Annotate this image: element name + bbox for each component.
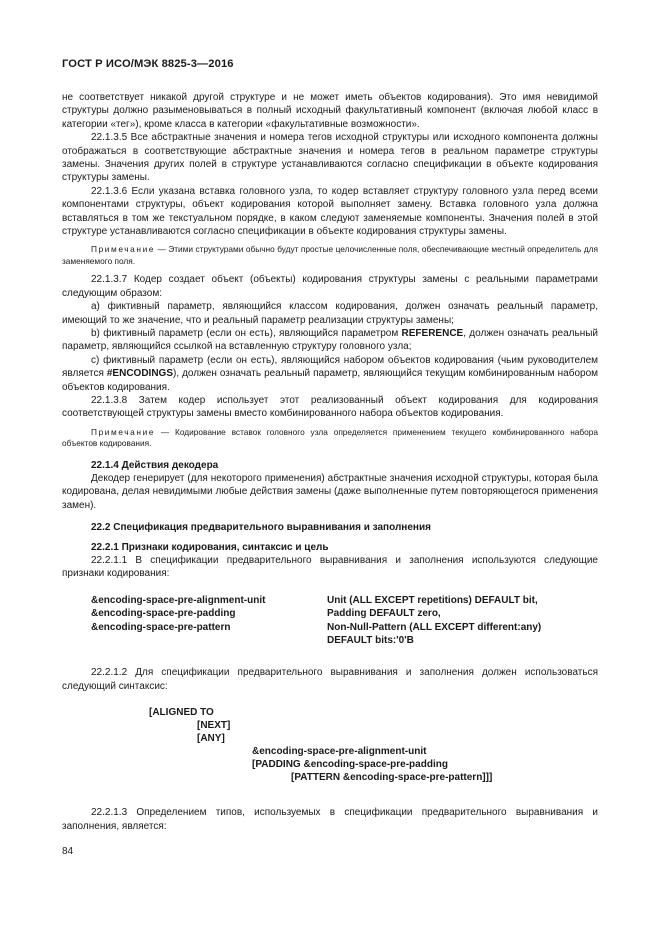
note-1 xyxy=(62,244,598,267)
list-item-text: b) фиктивный параметр (если он есть), являющийся параметром xyxy=(91,327,402,339)
paragraph-22-2-1-3: 22.2.1.3 Определением типов, используемых в спецификации предварительного выравнивания и заполнения, является: xyxy=(62,807,598,832)
syntax-line: [ALIGNED TO xyxy=(149,707,214,719)
section-heading-22-2: 22.2 Спецификация предварительного выравнивания и заполнения xyxy=(91,522,431,534)
list-item-a: a) фиктивный параметр, являющийся классом кодирования, должен означать реальный параметр, имеющий то же значение, что и реальный параметр реализации структуры замены; xyxy=(62,301,598,326)
page-content xyxy=(62,91,598,833)
page-header-title: ГОСТ Р ИСО/МЭК 8825-3—2016 xyxy=(62,58,234,70)
paragraph-decoder: Декодер генерирует (для некоторого применения) абстрактные значения исходной структуры, которая была кодирована, делая невидимыми любые действия замены (даже выполненные путем повторяющегося применения замен). xyxy=(62,472,598,511)
encoding-properties-table xyxy=(62,594,598,648)
keyword-encodings: #ENCODINGS xyxy=(106,368,173,380)
note-2 xyxy=(62,427,598,450)
list-item-b xyxy=(62,327,598,354)
syntax-line: [PADDING &encoding-space-pre-padding xyxy=(252,759,448,771)
list-item-c xyxy=(62,354,598,394)
paragraph: не соответствует никакой другой структуре и не может иметь объектов кодирования). Это имя невидимой структуры должно разыменовываться в полный исходный факультативный компонент (включая любой класс в категории «тег»), кроме класса в категории «факультативные возможности». xyxy=(62,92,598,130)
keyword-reference: REFERENCE xyxy=(401,327,464,339)
paragraph-22-2-1-2: 22.2.1.2 Для спецификации предварительного выравнивания и заполнения должен использоваться следующий синтаксис: xyxy=(62,667,598,692)
note-label: Примечание xyxy=(91,244,156,255)
note-text: — Этими структурами обычно будут простые целочисленные поля, обеспечивающие местный определитель для заменяемого поля. xyxy=(62,244,598,266)
encoding-type: Unit (ALL EXCEPT repetitions) DEFAULT bit, xyxy=(327,594,538,606)
section-heading-22-2-1: 22.2.1 Признаки кодирования, синтаксис и цель xyxy=(91,541,329,553)
encoding-type: DEFAULT bits:'0'B xyxy=(327,635,414,647)
syntax-line: [PATTERN &encoding-space-pre-pattern]]] xyxy=(291,772,493,784)
encoding-name: &encoding-space-pre-padding xyxy=(91,608,236,620)
encoding-name xyxy=(91,634,327,647)
note-label: Примечание xyxy=(91,426,156,437)
paragraph-22-1-3-8: 22.1.3.8 Затем кодер использует этот реализованный объект кодирования для кодирования соответствующей структуры замены вместо комбинированного набора объектов кодирования. xyxy=(62,394,598,420)
paragraph-22-1-3-6: 22.1.3.6 Если указана вставка головного узла, то кодер вставляет структуру головного узла перед всеми компонентами структуры, объект кодирования которой выполняет замену. Вставка головного узла должна вставляться в том же текстуальном порядке, в каком следуют заменяемые компоненты. Значения полей в этой структуре устанавливаются согласно спецификации в объекте кодирования структуры замены. xyxy=(62,185,598,238)
syntax-line: &encoding-space-pre-alignment-unit xyxy=(252,746,427,758)
syntax-block xyxy=(62,706,598,806)
page-number: 84 xyxy=(62,846,74,857)
list-item-text: c) фиктивный параметр (если он есть), являющийся набором объектов кодирования (чьим руководителем является xyxy=(62,354,598,380)
syntax-line: [NEXT] xyxy=(197,720,231,732)
encoding-name: &encoding-space-pre-pattern xyxy=(91,621,231,633)
paragraph-22-2-1-1: 22.2.1.1 В спецификации предварительного выравнивания и заполнения используются следующие признаки кодирования: xyxy=(62,555,598,580)
encoding-type: Non-Null-Pattern (ALL EXCEPT different:any) xyxy=(327,621,542,633)
syntax-line: [ANY] xyxy=(197,733,225,745)
note-text: — Кодирование вставок головного узла определяется применением текущего комбинированного набора объектов кодирования. xyxy=(62,426,598,449)
encoding-type: Padding DEFAULT zero, xyxy=(327,608,441,620)
list-item-text: ), должен означать реальный параметр, являющийся текущим комбинированным набором объектов кодирования. xyxy=(62,368,599,393)
list-item-text: , должен означать реальный параметр, являющийся ссылкой на вставленную структуру головного узла; xyxy=(62,327,598,353)
paragraph-22-1-3-7: 22.1.3.7 Кодер создает объект (объекты) кодирования структуры замены с реальными параметрами следующим образом: xyxy=(62,274,598,299)
encoding-name: &encoding-space-pre-alignment-unit xyxy=(91,594,266,606)
paragraph-22-1-3-5: 22.1.3.5 Все абстрактные значения и номера тегов исходной структуры или исходного компонента должны отображаться в соответствующие абстрактные значения и номера тегов в реальном параметре структуры замены. Значения других полей в структуре устанавливаются согласно спецификации в объекте кодирования структуры замены. xyxy=(62,132,598,184)
section-heading-22-1-4: 22.1.4 Действия декодера xyxy=(91,459,219,471)
